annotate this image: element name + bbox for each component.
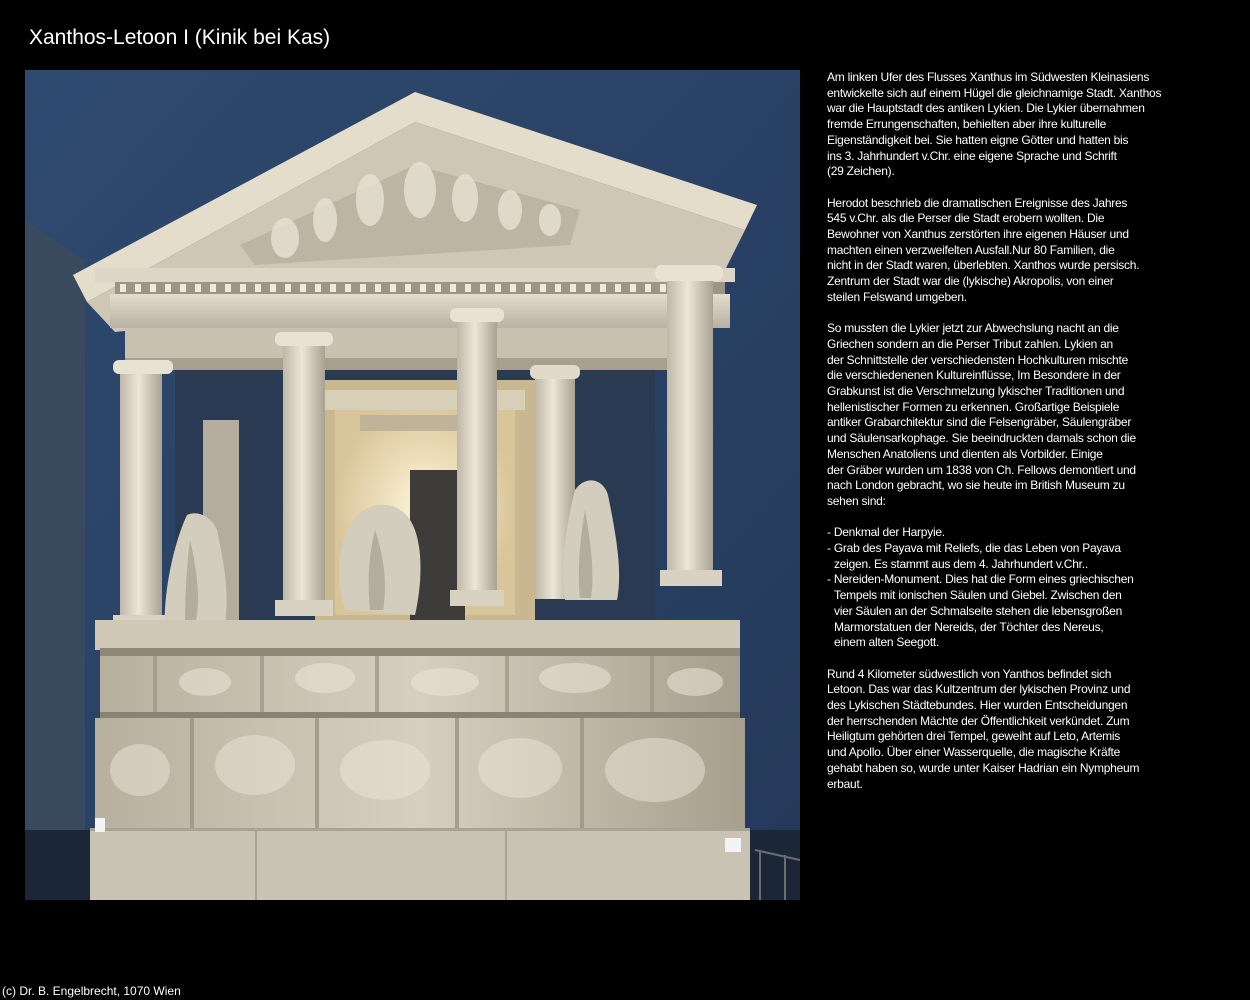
monument-photo bbox=[25, 70, 800, 900]
list-item: - Nereiden-Monument. Dies hat die Form eines griechischen Tempels mit ionischen Säulen und Giebel. Zwischen den vier Säulen an der Schmalseite stehen die lebensgroßen Marmorstatuen der Nereids, der Töchter des Nereus, einem alten Seegott. bbox=[827, 572, 1134, 650]
paragraph-cultural-influences: So mussten die Lykier jetzt zur Abwechslung nacht an die Griechen sondern an die Perser Tribut zahlen. Lykien an der Schnittstelle der verschiedensten Hochkulturen mischte die verschiedenenen Kultureinflüsse, Im Besondere in der Grabkunst ist die Verschmelzung lykischer Traditionen und hellenistischer Formen zu erkennen. Großartige Beispiele antiker Grabarchitektur sind die Felsengräber, Säulengräber und Säulensarkophage. Sie beeindruckten damals schon die Menschen Anatoliens und dienten als Vorbilder. Einige der Gräber wurden um 1838 von Ch. Fellows demontiert und nach London gebracht, wo sie heute im British Museum zu sehen sind: bbox=[827, 321, 1136, 508]
description-text bbox=[827, 70, 1232, 808]
paragraph-letoon: Rund 4 Kilometer südwestlich von Yanthos befindet sich Letoon. Das war das Kultzentrum der lykischen Provinz und des Lykischen Städtebundes. Hier wurden Entscheidungen der herrschenden Mächte der Öffentlichkeit verkündet. Zum Heiligtum gehörten drei Tempel, geweiht auf Leto, Artemis und Apollo. Über einer Wasserquelle, die magische Kräfte gehabt haben so, wurde unter Kaiser Hadrian ein Nympheum erbaut. bbox=[827, 666, 1140, 791]
nereid-monument-illustration bbox=[25, 70, 800, 900]
paragraph-persian-conquest: Herodot beschrieb die dramatischen Ereignisse des Jahres 545 v.Chr. als die Perser die Stadt erobern wollten. Die Bewohner von Xanthus zerstörten ihre eigenen Häuser und machten einen verzweifelten Ausfall.Nur 80 Familien, die nicht in der Stadt waren, überlebten. Xanthos wurde persisch. Zentrum der Stadt war die (lykische) Akropolis, von einer steilen Felswand umgeben. bbox=[827, 195, 1140, 304]
page-title: Xanthos-Letoon I (Kinik bei Kas) bbox=[29, 26, 331, 49]
list-item: - Denkmal der Harpyie. bbox=[827, 525, 945, 540]
list-item: - Grab des Payava mit Reliefs, die das Leben von Payava zeigen. Es stammt aus dem 4. Jahrhundert v.Chr.. bbox=[827, 541, 1121, 571]
paragraph-history: Am linken Ufer des Flusses Xanthus im Südwesten Kleinasiens entwickelte sich auf einem Hügel die gleichnamige Stadt. Xanthos war die Hauptstadt des antiken Lykien. Die Lykier übernahmen fremde Errungenschaften, behielten aber ihre kulturelle Eigenständigkeit bei. Sie hatten eigne Götter und hatten bis ins 3. Jahrhundert v.Chr. eine eigene Sprache und Schrift (29 Zeichen). bbox=[827, 70, 1162, 179]
copyright-footer: (c) Dr. B. Engelbrecht, 1070 Wien bbox=[2, 984, 181, 998]
british-museum-list bbox=[827, 525, 1232, 651]
